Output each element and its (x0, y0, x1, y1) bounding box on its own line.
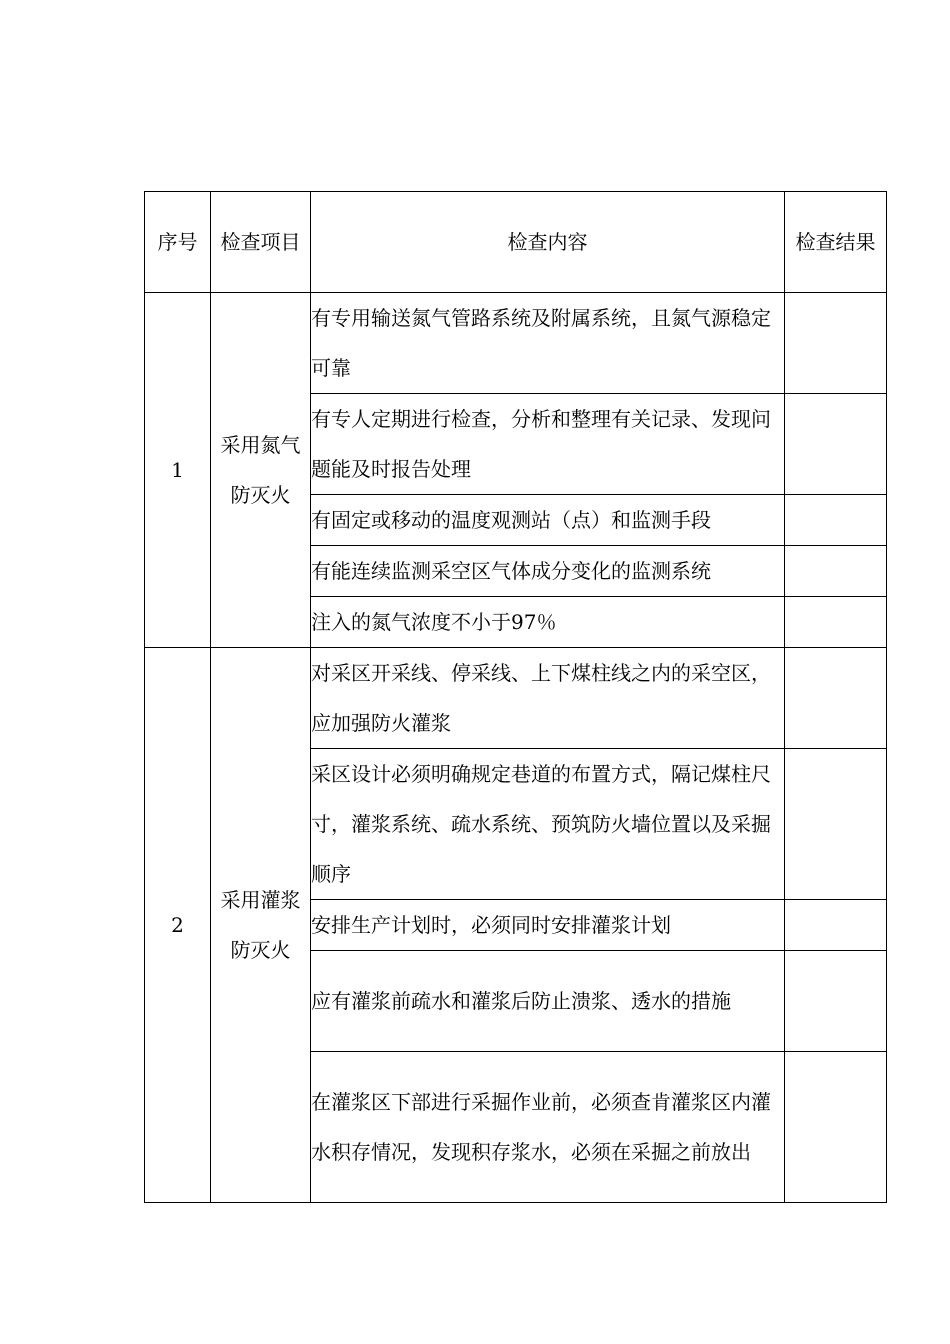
result-cell (785, 900, 887, 951)
header-result: 检查结果 (785, 192, 887, 293)
group-item: 采用灌浆防灭火 (211, 648, 311, 1203)
header-content: 检查内容 (311, 192, 785, 293)
result-cell (785, 1052, 887, 1203)
result-cell (785, 495, 887, 546)
content-cell: 对采区开采线、停采线、上下煤柱线之内的采空区，应加强防火灌浆 (311, 648, 785, 749)
content-cell: 有能连续监测采空区气体成分变化的监测系统 (311, 546, 785, 597)
content-cell: 有固定或移动的温度观测站（点）和监测手段 (311, 495, 785, 546)
result-cell (785, 293, 887, 394)
content-cell: 应有灌浆前疏水和灌浆后防止溃浆、透水的措施 (311, 951, 785, 1052)
content-cell: 注入的氮气浓度不小于97％ (311, 597, 785, 648)
result-cell (785, 951, 887, 1052)
group-index: 2 (145, 648, 211, 1203)
content-cell: 安排生产计划时，必须同时安排灌浆计划 (311, 900, 785, 951)
result-cell (785, 597, 887, 648)
group-index: 1 (145, 293, 211, 648)
result-cell (785, 394, 887, 495)
content-cell: 有专用输送氮气管路系统及附属系统，且氮气源稳定可靠 (311, 293, 785, 394)
content-cell: 采区设计必须明确规定巷道的布置方式，隔记煤柱尺寸，灌浆系统、疏水系统、预筑防火墙位置以及采掘顺序 (311, 749, 785, 900)
inspection-table (144, 191, 887, 1203)
header-index: 序号 (145, 192, 211, 293)
result-cell (785, 749, 887, 900)
group-item: 采用氮气防灭火 (211, 293, 311, 648)
table-row (145, 648, 887, 749)
header-row (145, 192, 887, 293)
result-cell (785, 648, 887, 749)
table-row (145, 293, 887, 394)
content-cell: 在灌浆区下部进行采掘作业前，必须查肯灌浆区内灌水积存情况，发现积存浆水，必须在采掘之前放出 (311, 1052, 785, 1203)
result-cell (785, 546, 887, 597)
header-item: 检查项目 (211, 192, 311, 293)
content-cell: 有专人定期进行检查，分析和整理有关记录、发现问题能及时报告处理 (311, 394, 785, 495)
